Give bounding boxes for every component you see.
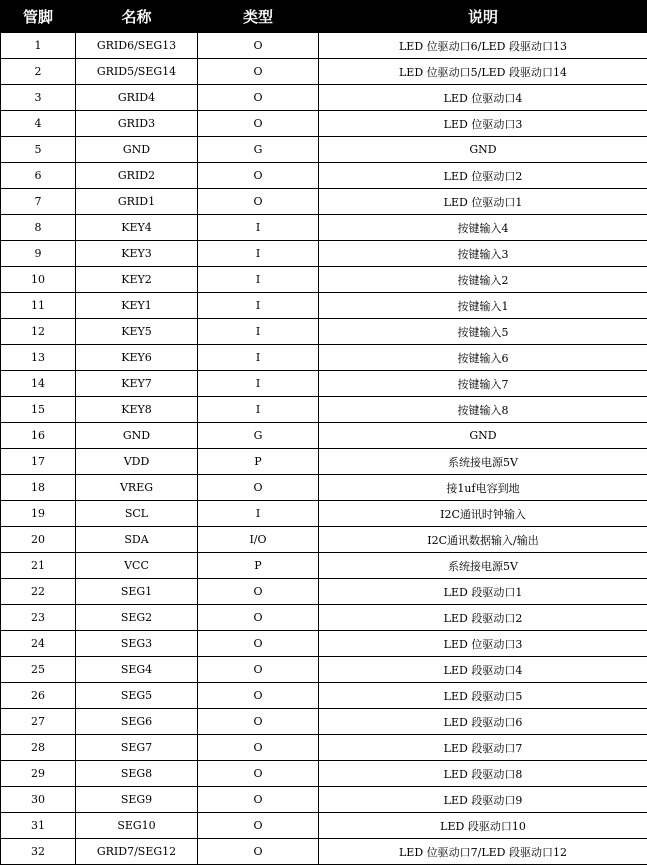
cell-desc: 接1uf电容到地	[319, 475, 647, 501]
table-row	[1, 397, 647, 423]
table-row	[1, 111, 647, 137]
table-row	[1, 605, 647, 631]
cell-pin: 12	[1, 319, 76, 345]
cell-pin: 32	[1, 839, 76, 865]
cell-name: VDD	[76, 449, 198, 475]
cell-desc: LED 位驱动口4	[319, 85, 647, 111]
table-row	[1, 813, 647, 839]
table-row	[1, 137, 647, 163]
table-row	[1, 215, 647, 241]
cell-type: O	[198, 33, 319, 59]
cell-name: GRID2	[76, 163, 198, 189]
table-row	[1, 683, 647, 709]
table-row	[1, 189, 647, 215]
header-pin: 管脚	[1, 1, 76, 33]
cell-desc: LED 段驱动口4	[319, 657, 647, 683]
cell-type: O	[198, 761, 319, 787]
table-row	[1, 293, 647, 319]
table-row	[1, 449, 647, 475]
table-row	[1, 267, 647, 293]
cell-desc: 按键输入3	[319, 241, 647, 267]
cell-desc: LED 段驱动口9	[319, 787, 647, 813]
cell-name: SEG7	[76, 735, 198, 761]
cell-desc: LED 段驱动口10	[319, 813, 647, 839]
cell-pin: 20	[1, 527, 76, 553]
cell-name: GRID7/SEG12	[76, 839, 198, 865]
cell-pin: 17	[1, 449, 76, 475]
cell-pin: 14	[1, 371, 76, 397]
cell-type: I	[198, 371, 319, 397]
cell-name: SEG9	[76, 787, 198, 813]
cell-pin: 8	[1, 215, 76, 241]
cell-type: I	[198, 501, 319, 527]
cell-type: G	[198, 423, 319, 449]
cell-type: O	[198, 813, 319, 839]
cell-desc: 按键输入1	[319, 293, 647, 319]
cell-name: KEY1	[76, 293, 198, 319]
table-row	[1, 553, 647, 579]
cell-desc: LED 段驱动口2	[319, 605, 647, 631]
header-desc: 说明	[319, 1, 647, 33]
cell-name: GRID6/SEG13	[76, 33, 198, 59]
cell-name: SEG3	[76, 631, 198, 657]
table-row	[1, 371, 647, 397]
cell-name: SEG10	[76, 813, 198, 839]
cell-type: O	[198, 579, 319, 605]
cell-desc: 系统接电源5V	[319, 553, 647, 579]
cell-desc: LED 段驱动口8	[319, 761, 647, 787]
table-row	[1, 839, 647, 865]
cell-desc: 按键输入2	[319, 267, 647, 293]
header-row	[1, 1, 647, 33]
cell-name: KEY5	[76, 319, 198, 345]
cell-name: GRID1	[76, 189, 198, 215]
cell-type: O	[198, 631, 319, 657]
table-row	[1, 85, 647, 111]
cell-pin: 1	[1, 33, 76, 59]
cell-name: GND	[76, 137, 198, 163]
table-row	[1, 657, 647, 683]
cell-pin: 26	[1, 683, 76, 709]
cell-name: KEY3	[76, 241, 198, 267]
cell-name: GRID4	[76, 85, 198, 111]
table-row	[1, 59, 647, 85]
cell-desc: 按键输入5	[319, 319, 647, 345]
cell-pin: 25	[1, 657, 76, 683]
cell-desc: LED 位驱动口1	[319, 189, 647, 215]
cell-desc: LED 段驱动口5	[319, 683, 647, 709]
table-body	[1, 33, 647, 865]
cell-desc: 系统接电源5V	[319, 449, 647, 475]
cell-desc: GND	[319, 423, 647, 449]
cell-pin: 24	[1, 631, 76, 657]
cell-type: O	[198, 709, 319, 735]
cell-type: O	[198, 475, 319, 501]
cell-desc: LED 段驱动口1	[319, 579, 647, 605]
cell-type: O	[198, 735, 319, 761]
cell-pin: 6	[1, 163, 76, 189]
cell-name: SEG1	[76, 579, 198, 605]
cell-type: P	[198, 553, 319, 579]
table-row	[1, 787, 647, 813]
cell-name: KEY4	[76, 215, 198, 241]
cell-type: O	[198, 683, 319, 709]
cell-type: I	[198, 293, 319, 319]
cell-type: I	[198, 215, 319, 241]
cell-name: KEY2	[76, 267, 198, 293]
cell-pin: 19	[1, 501, 76, 527]
cell-name: GND	[76, 423, 198, 449]
cell-type: O	[198, 605, 319, 631]
cell-type: G	[198, 137, 319, 163]
cell-pin: 29	[1, 761, 76, 787]
cell-type: I/O	[198, 527, 319, 553]
cell-desc: LED 段驱动口6	[319, 709, 647, 735]
table-row	[1, 319, 647, 345]
cell-desc: 按键输入4	[319, 215, 647, 241]
cell-desc: LED 位驱动口5/LED 段驱动口14	[319, 59, 647, 85]
cell-pin: 15	[1, 397, 76, 423]
cell-type: O	[198, 657, 319, 683]
cell-name: KEY8	[76, 397, 198, 423]
cell-pin: 3	[1, 85, 76, 111]
table-header	[1, 1, 647, 33]
cell-type: I	[198, 345, 319, 371]
cell-desc: LED 段驱动口7	[319, 735, 647, 761]
table-row	[1, 475, 647, 501]
cell-pin: 21	[1, 553, 76, 579]
cell-type: O	[198, 59, 319, 85]
cell-name: GRID3	[76, 111, 198, 137]
cell-pin: 13	[1, 345, 76, 371]
table-row	[1, 527, 647, 553]
cell-pin: 28	[1, 735, 76, 761]
header-type: 类型	[198, 1, 319, 33]
cell-name: VREG	[76, 475, 198, 501]
cell-type: O	[198, 163, 319, 189]
cell-pin: 2	[1, 59, 76, 85]
cell-name: VCC	[76, 553, 198, 579]
table-row	[1, 163, 647, 189]
cell-pin: 10	[1, 267, 76, 293]
cell-pin: 30	[1, 787, 76, 813]
cell-name: KEY6	[76, 345, 198, 371]
cell-name: SDA	[76, 527, 198, 553]
cell-pin: 4	[1, 111, 76, 137]
cell-pin: 27	[1, 709, 76, 735]
cell-name: KEY7	[76, 371, 198, 397]
cell-desc: LED 位驱动口3	[319, 111, 647, 137]
cell-desc: 按键输入7	[319, 371, 647, 397]
cell-pin: 16	[1, 423, 76, 449]
cell-pin: 7	[1, 189, 76, 215]
cell-type: P	[198, 449, 319, 475]
cell-name: GRID5/SEG14	[76, 59, 198, 85]
header-name: 名称	[76, 1, 198, 33]
cell-name: SEG5	[76, 683, 198, 709]
cell-desc: LED 位驱动口6/LED 段驱动口13	[319, 33, 647, 59]
cell-desc: I2C通讯数据输入/输出	[319, 527, 647, 553]
cell-desc: 按键输入6	[319, 345, 647, 371]
cell-pin: 9	[1, 241, 76, 267]
cell-type: I	[198, 267, 319, 293]
cell-type: O	[198, 111, 319, 137]
cell-desc: LED 位驱动口2	[319, 163, 647, 189]
cell-pin: 18	[1, 475, 76, 501]
cell-desc: LED 位驱动口7/LED 段驱动口12	[319, 839, 647, 865]
cell-type: O	[198, 85, 319, 111]
table-row	[1, 241, 647, 267]
cell-pin: 23	[1, 605, 76, 631]
table-row	[1, 735, 647, 761]
cell-name: SEG6	[76, 709, 198, 735]
table-row	[1, 423, 647, 449]
cell-pin: 11	[1, 293, 76, 319]
table-row	[1, 761, 647, 787]
cell-pin: 31	[1, 813, 76, 839]
table-row	[1, 501, 647, 527]
cell-desc: I2C通讯时钟输入	[319, 501, 647, 527]
cell-type: I	[198, 397, 319, 423]
cell-type: O	[198, 839, 319, 865]
cell-desc: LED 位驱动口3	[319, 631, 647, 657]
cell-name: SEG8	[76, 761, 198, 787]
table-row	[1, 33, 647, 59]
cell-type: O	[198, 787, 319, 813]
cell-pin: 5	[1, 137, 76, 163]
cell-desc: GND	[319, 137, 647, 163]
table-row	[1, 709, 647, 735]
cell-type: O	[198, 189, 319, 215]
cell-name: SEG2	[76, 605, 198, 631]
table-row	[1, 579, 647, 605]
cell-name: SEG4	[76, 657, 198, 683]
cell-name: SCL	[76, 501, 198, 527]
cell-type: I	[198, 241, 319, 267]
cell-desc: 按键输入8	[319, 397, 647, 423]
table-row	[1, 631, 647, 657]
cell-type: I	[198, 319, 319, 345]
table-row	[1, 345, 647, 371]
cell-pin: 22	[1, 579, 76, 605]
